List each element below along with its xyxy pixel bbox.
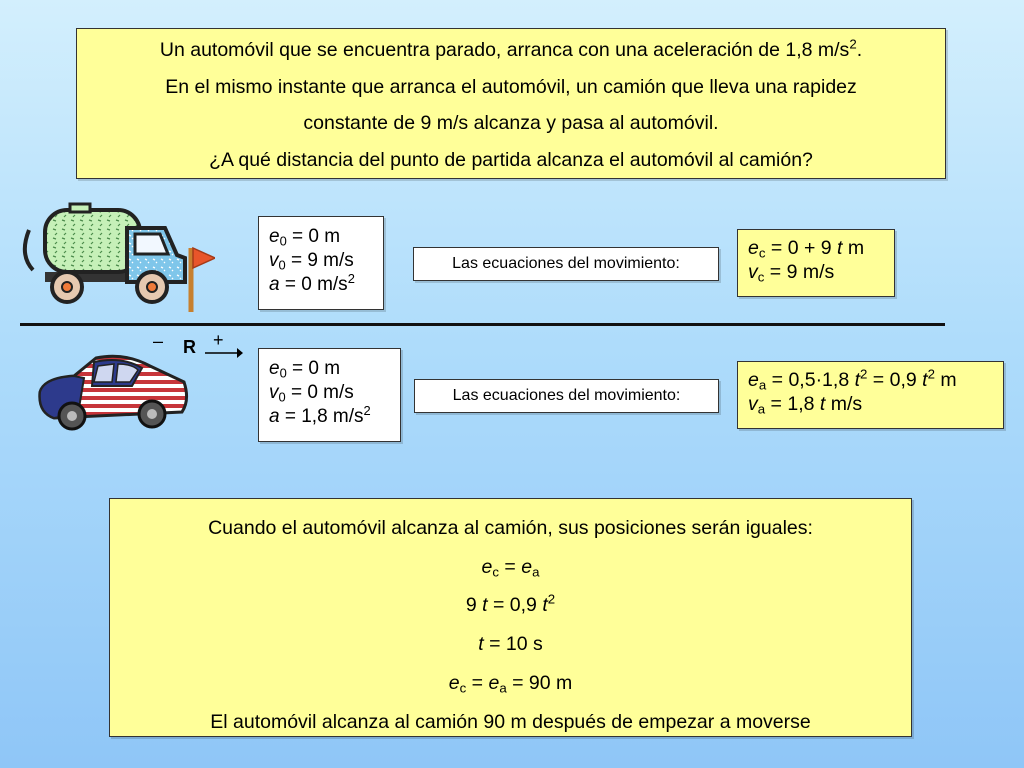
car-icon: [34, 348, 190, 434]
problem-line-1: Un automóvil que se encuentra parado, arranca con una aceleración de 1,8 $m/s^2$.: [159, 36, 863, 61]
truck-position-equation: $e_c = 0 + 9$ t m: [748, 237, 865, 261]
reference-label: R: [183, 337, 196, 357]
problem-question: ¿A qué distancia del punto de partida alcanza el automóvil al camión?: [209, 148, 813, 171]
car-initial-velocity: $v_0 = 0$ m/s: [269, 382, 354, 405]
solution-equal-positions: $e_c = e_a$: [481, 555, 540, 580]
car-velocity-equation: $v_a = 1,8$ t m/s: [748, 393, 863, 417]
problem-line-3: constante de 9 m/s alcanza y pasa al automóvil.: [303, 112, 719, 134]
problem-statement: [76, 28, 946, 179]
positive-direction-arrow-icon: [203, 347, 243, 359]
reference-plus: +: [213, 330, 224, 350]
solution-box: [109, 498, 912, 737]
truck-equations-label: Las ecuaciones del movimiento:: [413, 247, 719, 281]
reference-minus: –: [153, 331, 164, 351]
car-acceleration: a = 1,8 $m/s^2$: [269, 402, 371, 427]
truck-icon: [15, 200, 215, 315]
truck-initial-data: [258, 216, 384, 310]
solution-substitution: 9 t = 0,9 $t^2$: [465, 592, 556, 617]
truck-acceleration: a = 0 $m/s^2$: [269, 270, 355, 295]
truck-velocity-equation: $v_c = 9$ m/s: [748, 261, 835, 285]
car-equations-label: Las ecuaciones del movimiento:: [414, 379, 719, 413]
problem-line-2: En el mismo instante que arranca el automóvil, un camión que lleva una rapidez: [165, 75, 857, 98]
car-equations: [737, 361, 1004, 429]
truck-initial-velocity: $v_0 = 9$ m/s: [269, 250, 354, 273]
road-line: [20, 323, 945, 326]
solution-conclusion: El automóvil alcanza al camión 90 m después de empezar a moverse: [210, 710, 811, 733]
truck-equations: [737, 229, 895, 297]
solution-intro: Cuando el automóvil alcanza al camión, sus posiciones serán iguales:: [208, 517, 813, 539]
truck-initial-position: $e_0 = 0$ m: [269, 226, 341, 249]
car-position-equation: $e_a = 0,5\cdot 1,8$ $t^2 = 0,9$ $t^2$ m: [748, 366, 957, 393]
car-initial-data: [258, 348, 401, 442]
car-initial-position: $e_0 = 0$ m: [269, 358, 341, 381]
solution-time: t = 10 s: [478, 633, 543, 656]
solution-distance: $e_c = e_a = 90$ m: [448, 671, 573, 696]
